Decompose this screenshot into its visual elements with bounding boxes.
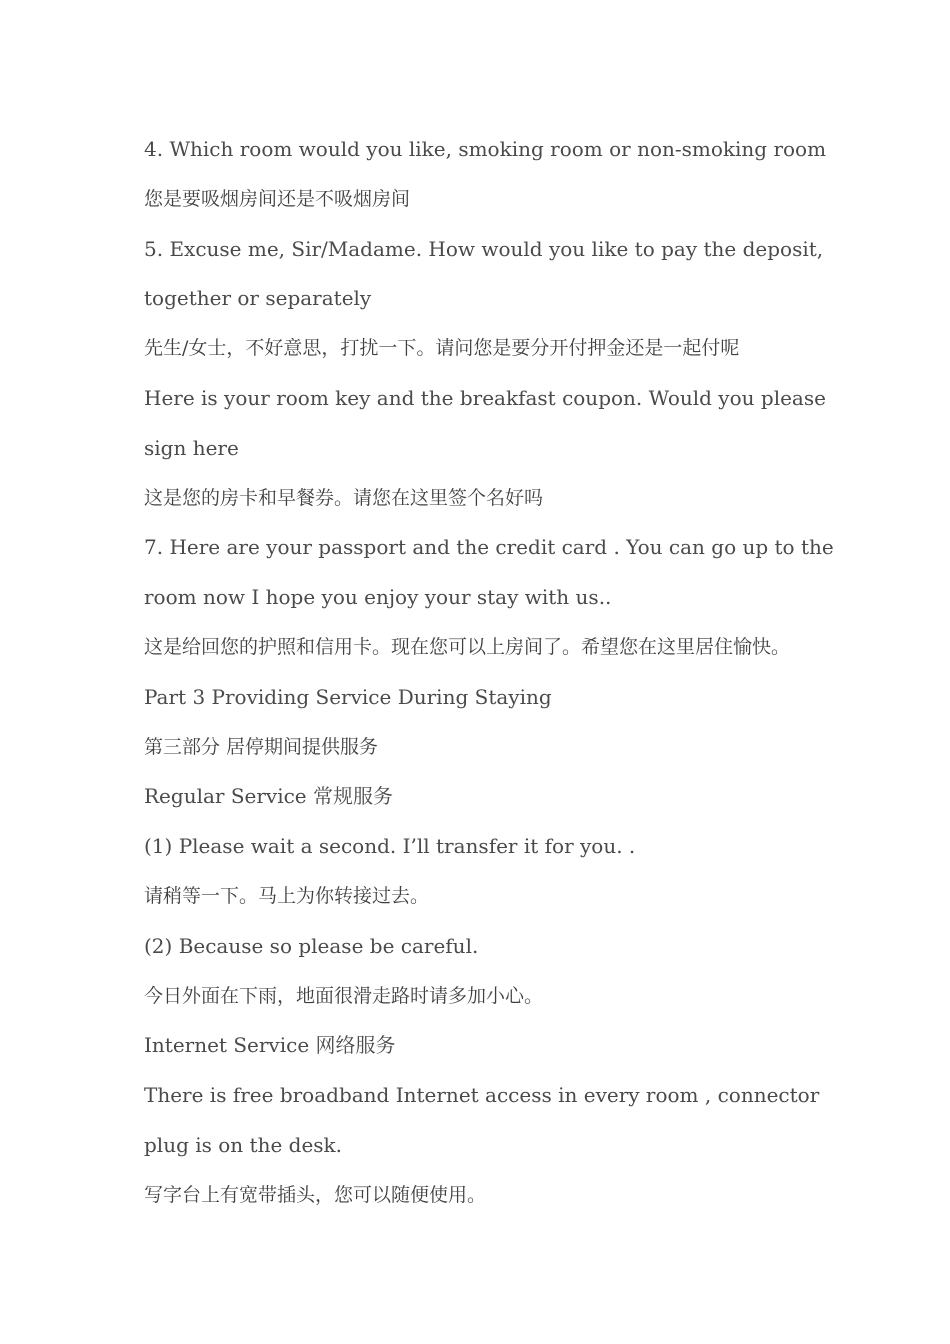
text-line-room-key-zh: 这是您的房卡和早餐券。请您在这里签个名好吗 bbox=[144, 486, 544, 509]
section-heading-part-3-en: Part 3 Providing Service During Staying bbox=[144, 684, 552, 709]
text-line-careful-zh: 今日外面在下雨，地面很滑走路时请多加小心。 bbox=[144, 984, 544, 1007]
text-line-passport-en-1: 7. Here are your passport and the credit card . You can go up to the bbox=[144, 535, 834, 560]
text-line-careful-en: (2) Because so please be careful. bbox=[144, 933, 479, 958]
text-line-wait-second-zh: 请稍等一下。马上为你转接过去。 bbox=[144, 884, 430, 907]
document-body bbox=[144, 125, 834, 1221]
text-line-room-key-en-2: sign here bbox=[144, 435, 239, 460]
text-line-deposit-en-2: together or separately bbox=[144, 286, 372, 311]
text-line-room-choice-zh: 您是要吸烟房间还是不吸烟房间 bbox=[144, 187, 411, 210]
text-line-passport-zh: 这是给回您的护照和信用卡。现在您可以上房间了。希望您在这里居住愉快。 bbox=[144, 635, 791, 658]
text-line-passport-en-2: room now I hope you enjoy your stay with us.. bbox=[144, 585, 612, 610]
text-line-internet-en-1: There is free broadband Internet access in every room , connector bbox=[144, 1083, 820, 1108]
text-line-internet-en-2: plug is on the desk. bbox=[144, 1132, 343, 1157]
text-line-internet-zh: 写字台上有宽带插头，您可以随便使用。 bbox=[144, 1183, 487, 1206]
text-line-wait-second-en: (1) Please wait a second. I’ll transfer it for you. . bbox=[144, 834, 636, 859]
text-line-room-key-en-1: Here is your room key and the breakfast coupon. Would you please bbox=[144, 385, 826, 410]
section-heading-part-3-zh: 第三部分 居停期间提供服务 bbox=[144, 735, 379, 758]
text-line-room-choice-en: 4. Which room would you like, smoking room or non-smoking room bbox=[144, 137, 827, 161]
subsection-heading-regular-service: Regular Service 常规服务 bbox=[144, 784, 394, 809]
text-line-deposit-zh: 先生/女士，不好意思，打扰一下。请问您是要分开付押金还是一起付呢 bbox=[144, 337, 740, 360]
subsection-heading-internet-service: Internet Service 网络服务 bbox=[144, 1033, 396, 1058]
text-line-deposit-en-1: 5. Excuse me, Sir/Madame. How would you like to pay the deposit, bbox=[144, 236, 824, 261]
